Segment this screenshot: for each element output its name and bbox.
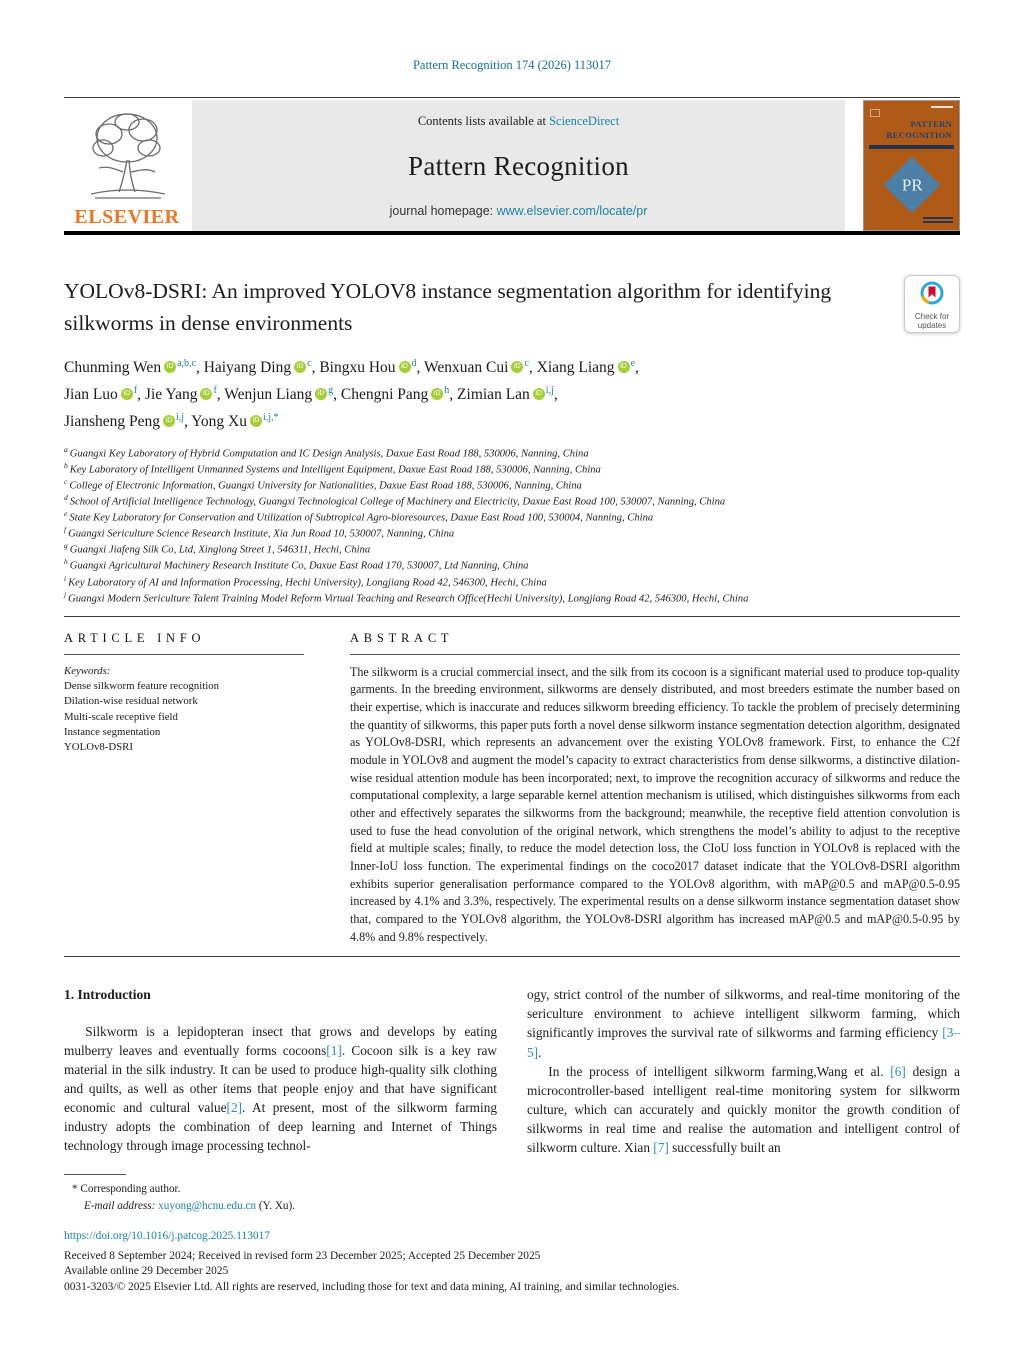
- intro-paragraph-left: Silkworm is a lepidopteran insect that grows and develops by eating mulberry leaves and eventually forms cocoons[1]. Cocoon silk is a key raw material in the silk industry. It can be used to produce high-quality silk clothing and quilts, as well as other items that people enjoy and that have significant economic and cultural value[2]. At present, most of the silkworm farming industry adopts the combination of deep learning and Internet of Things technology through image processing technol-: [64, 1023, 497, 1154]
- author-affiliation-sup: a,b,c: [177, 357, 196, 369]
- abstract-rule: [350, 654, 960, 655]
- masthead: [64, 97, 960, 235]
- masthead-center: [192, 100, 845, 231]
- journal-reference: Pattern Recognition 174 (2026) 113017: [412, 58, 612, 72]
- check-for-updates-icon: [919, 280, 945, 306]
- homepage-line: [390, 204, 648, 218]
- footnote-rule: [64, 1174, 126, 1175]
- elsevier-tree-icon: [83, 104, 171, 207]
- journal-cover-thumbnail[interactable]: [863, 100, 960, 231]
- orcid-icon[interactable]: iD: [431, 388, 443, 400]
- author-affiliation-sup: e: [630, 357, 636, 369]
- author-affiliation-sup: g: [328, 384, 334, 396]
- abstract-column: [350, 631, 960, 947]
- affiliation-item: $^c$ College of Electronic Information, Guangxi University for Nationalities, Daxue East Road 188, 530006, Nanning, China: [64, 477, 582, 492]
- article-info-rule: [64, 654, 304, 655]
- affiliation-item: $^g$ Guangxi Jiafeng Silk Co, Ltd, Xinglong Street 1, 546311, Hechi, China: [64, 541, 371, 556]
- section-divider-top: [64, 616, 960, 617]
- author-affiliation-sup: i,j: [545, 384, 554, 396]
- author-affiliation-sup: f: [213, 384, 217, 396]
- author-affiliation-sup: d: [411, 357, 417, 369]
- affiliation-item: $^f$ Guangxi Sericulture Science Research Institute, Xia Jun Road 10, 530007, Nanning, China: [64, 525, 455, 540]
- copyright-line: 0031-3203/© 2025 Elsevier Ltd. All rights are reserved, including those for text and data mining, AI training, and similar technologies.: [64, 1281, 680, 1294]
- author-affiliation-sup: i,j: [176, 411, 185, 423]
- intro-paragraph-right-2: In the process of intelligent silkworm farming,Wang et al. [6] design a microcontroller-based intelligent real-time monitoring system for silkworm culture, which can accurately and quickly monitor the growth condition of silkworms in real time and realise the automation and intelligent control of silkworm culture. Xian [7] successfully built an: [527, 1063, 960, 1156]
- email-suffix: (Y. Xu).: [258, 1200, 296, 1213]
- section-heading-introduction: 1. Introduction: [64, 987, 151, 1003]
- elsevier-logo[interactable]: [64, 100, 190, 231]
- citation-link[interactable]: [3–5]: [527, 1025, 960, 1060]
- author-name: Chengni Pang: [340, 385, 429, 403]
- abstract-heading: ABSTRACT: [350, 630, 454, 645]
- author-name: Chunming Wen: [64, 358, 162, 376]
- received-line: Received 8 September 2024; Received in revised form 23 December 2025; Accepted 25 December 2025: [64, 1249, 541, 1262]
- cover-title: PATTERN RECOGNITION: [886, 119, 952, 140]
- cover-footer-lines: [923, 215, 953, 223]
- affiliation-item: $^e$ State Key Laboratory for Conservation and Utilization of Subtropical Agro-bioresources, Daxue East Road 100, 530004, Nanning, China: [64, 509, 654, 524]
- affiliation-item: $^i$ Key Laboratory of AI and Information Processing, Hechi University), Longjiang Road 42, 546300, Hechi, China: [64, 573, 547, 589]
- author-list: Chunming Wen iD $^{a,b,c}$, Haiyang Ding iD $^c$, Bingxu Hou iD $^d$, Wenxuan Cui iD $^c$, Xiang Liang iD $^e$, Jian Luo iD $^f$, Jie Yang iD $^f$, Wenjun Liang iD $^g$, Chengni Pang iD $^h$, Zimian Lan iD $^{i,j}$, Jiansheng Peng iD $^{i,j}$, Yong Xu iD $^{i,j,*}$: [64, 357, 639, 430]
- cover-monogram: PR: [901, 175, 922, 195]
- orcid-icon[interactable]: iD: [250, 415, 262, 427]
- orcid-icon[interactable]: iD: [200, 388, 212, 400]
- body-column-right: [527, 985, 960, 1157]
- author-affiliation-sup: c: [307, 357, 312, 369]
- orcid-icon[interactable]: iD: [294, 361, 306, 373]
- footnote-block: [64, 1174, 504, 1215]
- masthead-divider-bar: [64, 231, 960, 235]
- author-affiliation-sup: h: [444, 384, 450, 396]
- homepage-label: journal homepage:: [389, 204, 494, 218]
- author-affiliation-sup: c: [524, 357, 529, 369]
- keyword-item: YOLOv8-DSRI: [64, 741, 133, 754]
- homepage-link[interactable]: www.elsevier.com/locate/pr: [496, 204, 648, 218]
- contents-label: Contents lists available at: [417, 114, 546, 128]
- body-column-left: [64, 985, 497, 1157]
- orcid-icon[interactable]: iD: [618, 361, 630, 373]
- cover-decorative-mark: [870, 109, 880, 117]
- email-line: [64, 1198, 504, 1215]
- elsevier-wordmark: ELSEVIER: [74, 206, 180, 228]
- author-name: Zimian Lan: [457, 385, 530, 403]
- affiliation-item: $^d$ School of Artificial Intelligence Technology, Guangxi Technological College of Machinery and Electricity, Daxue East Road 100, 530007, Nanning, China: [64, 493, 726, 508]
- author-name: Jie Yang: [144, 385, 198, 403]
- cover-decorative-line: [931, 106, 953, 108]
- author-affiliation-sup: f: [133, 384, 138, 396]
- citation-link[interactable]: [7]: [653, 1140, 669, 1156]
- author-name: Bingxu Hou: [319, 358, 396, 376]
- keyword-item: Dense silkworm feature recognition: [64, 679, 220, 692]
- abstract-text: The silkworm is a crucial commercial insect, and the silk from its cocoon is a significant material used to produce top-quality garments. In the breeding environment, silkworms are densely distributed, and most breeders estimate the number based on their expertise, which is inaccurate and reduces silkworm breeding efficiency. To tackle the problem of precisely determining the quantity of silkworms, this paper puts forth a novel dense silkworm instance segmentation detection algorithm, designated as YOLOv8-DSRI, which represents an advancement over the existing YOLOv8 framework. First, to enhance the C2f module in YOLOv8 and augment the model’s capacity to extract characteristics from dense silkworms, a distinctive dilation-wise residual attention module has been incorporated; next, to improve the recognition accuracy of silkworms and reduce the computational complexity, a large separable kernel attention mechanism is utilised, which distinguishes silkworms from each other and effectively separates the silkworms from the background; meanwhile, the receptive field attention convolution is used to fuse the head convolution of the original network, which strengthens the model’s ability to adjust to the receptive field at multiple scales; finally, to reduce the model detection loss, the CIoU loss function in YOLOv8 is replaced with the Inner-IoU loss function. The experimental findings on the coco2017 dataset indicate that the YOLOv8-DSRI algorithm exhibits superior generalisation performance compared to the YOLOv8 algorithm, with mAP@0.5 and mAP@0.5-0.95 increased by 4.1% and 3.3%, respectively. The experimental results on a dense silkworm instance segmentation dataset show that, compared to the YOLOv8 algorithm, the YOLOv8-DSRI algorithm has increased mAP@0.5 and mAP@0.5-0.95 by 4.8% and 9.8% respectively.: [350, 664, 960, 944]
- email-link[interactable]: xuyong@hcnu.edu.cn: [158, 1200, 257, 1213]
- orcid-icon[interactable]: iD: [511, 361, 523, 373]
- cover-editor-band: [869, 145, 954, 149]
- orcid-icon[interactable]: iD: [163, 415, 175, 427]
- article-info-heading: ARTICLE INFO: [64, 630, 206, 645]
- keyword-item: Dilation-wise residual network: [64, 695, 198, 708]
- available-online-line: Available online 29 December 2025: [64, 1265, 229, 1278]
- contents-line: [418, 114, 619, 129]
- check-for-updates-badge[interactable]: Check for updates: [904, 275, 960, 333]
- keyword-item: Instance segmentation: [64, 725, 161, 738]
- keyword-item: Multi-scale receptive field: [64, 710, 178, 723]
- author-affiliation-sup: i,j,*: [262, 411, 279, 423]
- affiliation-item: $^a$ Guangxi Key Laboratory of Hybrid Computation and IC Design Analysis, Daxue East Road 188, 530006, Nanning, China: [64, 444, 589, 460]
- citation-link[interactable]: [6]: [890, 1063, 906, 1079]
- journal-title: Pattern Recognition: [408, 151, 629, 181]
- orcid-icon[interactable]: iD: [399, 361, 411, 373]
- doi-link[interactable]: https://doi.org/10.1016/j.patcog.2025.113017: [64, 1230, 270, 1243]
- author-name: Jiansheng Peng: [64, 412, 161, 430]
- author-name: Jian Luo: [64, 385, 118, 403]
- affiliation-list: [64, 445, 960, 606]
- citation-link[interactable]: [2]: [226, 1100, 243, 1116]
- affiliation-item: $^h$ Guangxi Agricultural Machinery Research Institute Co, Daxue East Road 170, 530007, Ltd Nanning, China: [64, 557, 529, 572]
- keywords-label: Keywords:: [64, 664, 111, 677]
- section-divider-bottom: [64, 956, 960, 957]
- citation-link[interactable]: [1]: [326, 1042, 342, 1058]
- affiliation-item: $^b$ Key Laboratory of Intelligent Unmanned Systems and Intelligent Equipment, Daxue East Road 188, 530006, Nanning, China: [64, 460, 601, 476]
- author-name: Xiang Liang: [536, 358, 615, 376]
- author-name: Yong Xu: [191, 412, 247, 430]
- email-label: E-mail address:: [84, 1200, 156, 1213]
- author-name: Wenxuan Cui: [424, 358, 509, 376]
- keywords-list: [64, 679, 304, 756]
- article-title: YOLOv8-DSRI: An improved YOLOV8 instance segmentation algorithm for identifying silkworms in dense environments: [64, 279, 832, 336]
- author-name: Haiyang Ding: [203, 358, 292, 376]
- corresponding-author-note: * Corresponding author.: [72, 1183, 181, 1196]
- affiliation-item: $^j$ Guangxi Modern Sericulture Talent Training Model Reform Virtual Teaching and Research Office(Hechi University), Longjiang Road 42, 546300, Hechi, China: [64, 589, 749, 605]
- sciencedirect-link[interactable]: ScienceDirect: [549, 114, 620, 128]
- orcid-icon[interactable]: iD: [315, 388, 327, 400]
- cover-pr-diamond-icon: [883, 157, 940, 214]
- article-info-column: [64, 631, 304, 947]
- orcid-icon[interactable]: iD: [164, 361, 176, 373]
- author-name: Wenjun Liang: [224, 385, 313, 403]
- footer-meta: [64, 1229, 960, 1296]
- orcid-icon[interactable]: iD: [121, 388, 133, 400]
- orcid-icon[interactable]: iD: [533, 388, 545, 400]
- intro-paragraph-right-1: ogy, strict control of the number of silkworms, and real-time monitoring of the sericulture environment to achieve intelligent silkworm farming, which significantly improves the survival rate of silkworms and farming efficiency [3–5].: [527, 987, 960, 1060]
